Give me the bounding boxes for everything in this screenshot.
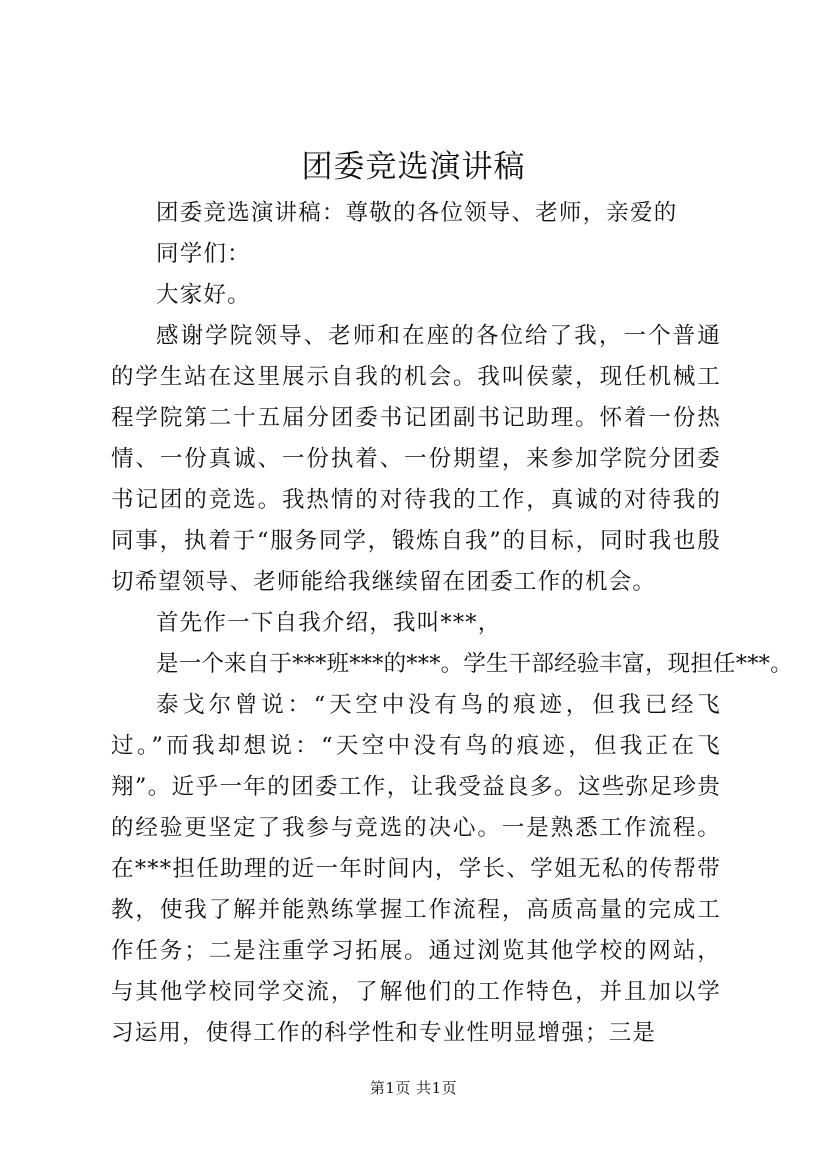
page-footer: 第1页 共1页 xyxy=(369,1079,458,1097)
paragraph-background: 是一个来自于***班***的***。学生干部经验丰富，现担任***。 xyxy=(156,651,793,677)
document-title: 团委竞选演讲稿 xyxy=(301,149,526,185)
paragraph-thanks: 感谢学院领导、老师和在座的各位给了我，一个普通的学生站在这里展示自我的机会。我叫侯蒙，现任机械工程学院第二十五届分团委书记团副书记助理。怀着一份热情、一份真诚、一份执着、一份期望，来参加学院分团委书记团的竞选。我热情的对待我的工作，真诚的对待我的同事，执着于“服务同学，锻炼自我”的目标，同时我也殷切希望领导、老师能给我继续留在团委工作的机会。 xyxy=(111,323,721,595)
document-body xyxy=(111,193,793,1054)
paragraph-motivation: 泰戈尔曾说：“天空中没有鸟的痕迹，但我已经飞过。”而我却想说：“天空中没有鸟的痕迹，但我正在飞翔”。近乎一年的团委工作，让我受益良多。这些弥足珍贵的经验更坚定了我参与竞选的决心。一是熟悉工作流程。在***担任助理的近一年时间内，学长、学姐无私的传帮带教，使我了解并能熟练掌握工作流程，高质高量的完成工作任务；二是注重学习拓展。通过浏览其他学校的网站，与其他学校同学交流，了解他们的工作特色，并且加以学习运用，使得工作的科学性和专业性明显增强；三是 xyxy=(111,692,721,1046)
paragraph-greeting: 大家好。 xyxy=(156,282,251,308)
paragraph-self-intro: 首先作一下自我介绍，我叫***， xyxy=(156,610,502,636)
paragraph-salutation: 同学们： xyxy=(156,241,251,267)
paragraph-opening: 团委竞选演讲稿：尊敬的各位领导、老师，亲爱的 xyxy=(156,200,678,226)
